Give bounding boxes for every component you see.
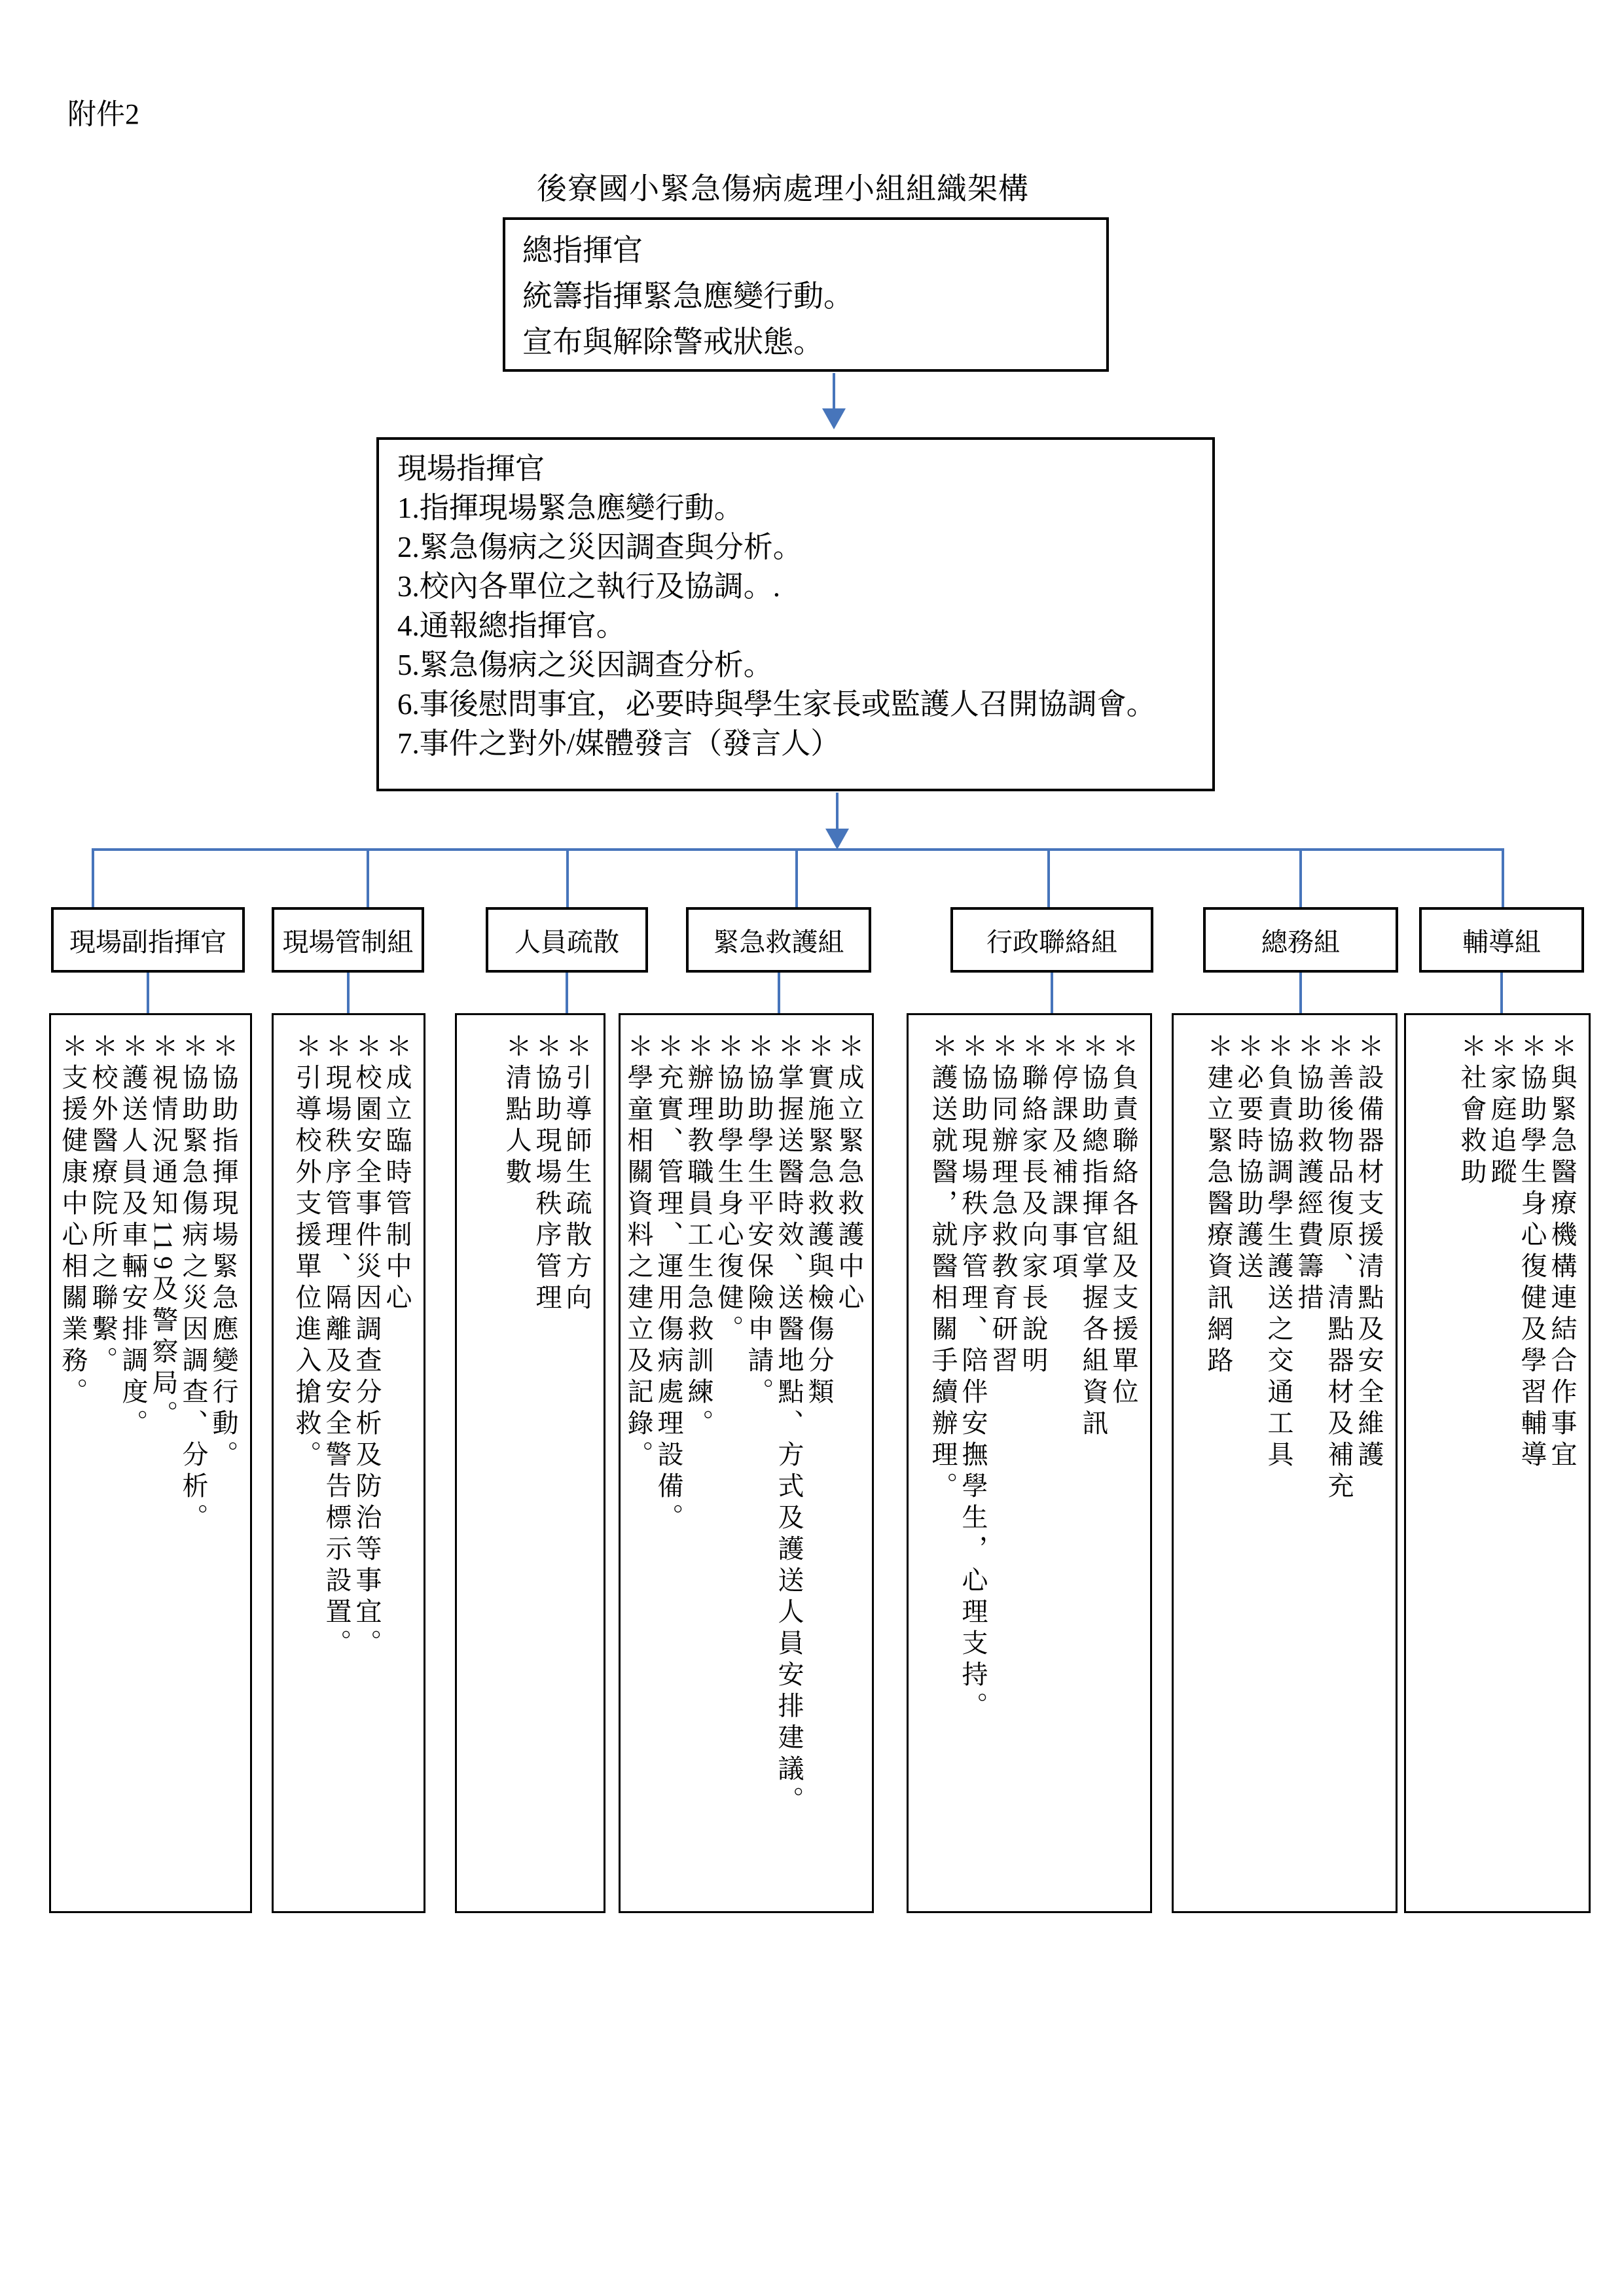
group-duties-admin-liaison [907,1013,1152,1913]
header-duty-connector [1500,973,1503,1013]
attachment-label: 附件2 [67,98,139,130]
duty-item: ＊協助救護經費籌措 [1294,1032,1324,1315]
duty-item: ＊建立緊急醫療資訊網路 [1204,1032,1233,1378]
branch-drop [1299,850,1302,908]
branch-drop [1502,850,1504,908]
duty-item: ＊家庭追蹤 [1487,1032,1517,1189]
branch-drop [92,850,94,908]
duty-item: ＊校外醫療院所之聯繫。 [88,1032,118,1378]
duty-item: ＊負責聯絡各組及支援單位 [1109,1032,1138,1409]
group-duties-counseling [1404,1013,1591,1913]
header-duty-connector [778,973,780,1013]
duty-item: ＊設備器材支援清點及安全維護 [1354,1032,1384,1472]
duty-item: ＊負責協調學生護送之交通工具 [1264,1032,1293,1472]
scene-commander-item: 6.事後慰問事宜，必要時與學生家長或監護人召開協調會。 [397,688,1156,721]
duty-item: ＊協助學生身心復健及學習輔導 [1517,1032,1547,1472]
group-header-counseling: 輔導組 [1419,907,1584,973]
scene-commander-item: 7.事件之對外/媒體發言（發言人） [397,727,840,760]
duty-item: ＊支援健康中心相關業務。 [58,1032,88,1409]
commander-box [503,217,1109,372]
duty-item: ＊清點人數 [502,1032,532,1189]
duty-item: ＊與緊急醫療機構連結合作事宜 [1547,1032,1577,1472]
branch-drop [566,850,569,908]
duty-item: ＊護送就醫，就醫相關手續辦理。 [928,1032,958,1503]
scene-commander-item: 2.緊急傷病之災因調查與分析。 [397,531,803,564]
duty-item: ＊協助指揮現場緊急應變行動。 [209,1032,238,1472]
commander-line: 宣布與解除警戒狀態。 [522,325,823,359]
duty-item: ＊校園安全事件災因調查分析及防治等事宜。 [352,1032,382,1660]
duty-item: ＊必要時協助護送 [1234,1032,1263,1283]
header-duty-connector [1299,973,1302,1013]
group-duties-site-control [272,1013,425,1913]
group-duties-emergency-rescue [619,1013,874,1913]
header-duty-connector [566,973,568,1013]
duty-item: ＊引導師生疏散方向 [562,1032,592,1315]
header-duty-connector [1051,973,1053,1013]
duty-item: ＊掌握送醫時效、送醫地點、方式及護送人員安排建議。 [774,1032,804,1818]
duty-item: ＊現場秩序管理、隔離及安全警告標示設置。 [322,1032,352,1660]
duty-item: ＊停課及補課事項 [1049,1032,1078,1283]
group-duties-evacuation [455,1013,605,1913]
duty-item: ＊成立緊急救護中心 [835,1032,864,1315]
branch-drop [795,850,798,908]
scene-commander-box [376,437,1215,791]
commander-line: 統籌指揮緊急應變行動。 [522,279,854,313]
duty-item: ＊協助現場秩序管理、陪伴安撫學生，心理支持。 [958,1032,988,1723]
group-header-deputy-commander: 現場副指揮官 [51,907,245,973]
branch-drop [367,850,369,908]
branch-line [92,848,1504,851]
scene-commander-item: 1.指揮現場緊急應變行動。 [397,492,744,524]
duty-item: ＊協助總指揮官掌握各組資訊 [1079,1032,1108,1441]
duty-item: ＊聯絡家長及向家長說明 [1019,1032,1048,1378]
duty-item: ＊充實、管理、運用傷病處理設備。 [654,1032,683,1535]
duty-item: ＊視情況通知119及警察局。 [149,1032,178,1432]
duty-item: ＊協助學生身心復健。 [714,1032,744,1346]
group-duties-general-affairs [1172,1013,1398,1913]
scene-commander-title: 現場指揮官 [397,452,545,485]
duty-item: ＊協助現場秩序管理 [532,1032,562,1315]
duty-item: ＊社會救助 [1457,1032,1487,1189]
group-header-emergency-rescue: 緊急救護組 [686,907,871,973]
group-duties-deputy-commander [49,1013,252,1913]
duty-item: ＊成立臨時管制中心 [382,1032,412,1315]
duty-item: ＊引導校外支援單位進入搶救。 [292,1032,321,1472]
arrow-down-icon [825,829,849,850]
duty-item: ＊護送人員及車輛安排調度。 [118,1032,148,1441]
duty-item: ＊善後物品復原、清點器材及補充 [1324,1032,1354,1503]
group-header-general-affairs: 總務組 [1203,907,1398,973]
group-header-site-control: 現場管制組 [272,907,424,973]
duty-item: ＊辦理教職員工生急救訓練。 [684,1032,713,1441]
duty-item: ＊協助學生平安保險申請。 [744,1032,774,1409]
scene-commander-item: 5.緊急傷病之災因調查分析。 [397,649,773,681]
group-header-admin-liaison: 行政聯絡組 [950,907,1153,973]
commander-title: 總指揮官 [522,234,643,267]
arrow-down-icon [822,408,846,429]
branch-drop [1047,850,1050,908]
duty-item: ＊實施緊急救護與檢傷分類 [804,1032,834,1409]
duty-item: ＊協助緊急傷病之災因調查、分析。 [179,1032,208,1535]
connector-line [833,373,835,408]
header-duty-connector [347,973,350,1013]
header-duty-connector [147,973,149,1013]
scene-commander-item: 4.通報總指揮官。 [397,609,626,642]
scene-commander-item: 3.校內各單位之執行及協調。. [397,570,781,603]
duty-item: ＊學童相關資料之建立及記錄。 [624,1032,653,1472]
duty-item: ＊協同辦理急救教育研習 [988,1032,1018,1378]
connector-line [836,793,839,829]
group-header-evacuation: 人員疏散 [486,907,648,973]
page-title: 後寮國小緊急傷病處理小組組織架構 [537,172,1029,206]
